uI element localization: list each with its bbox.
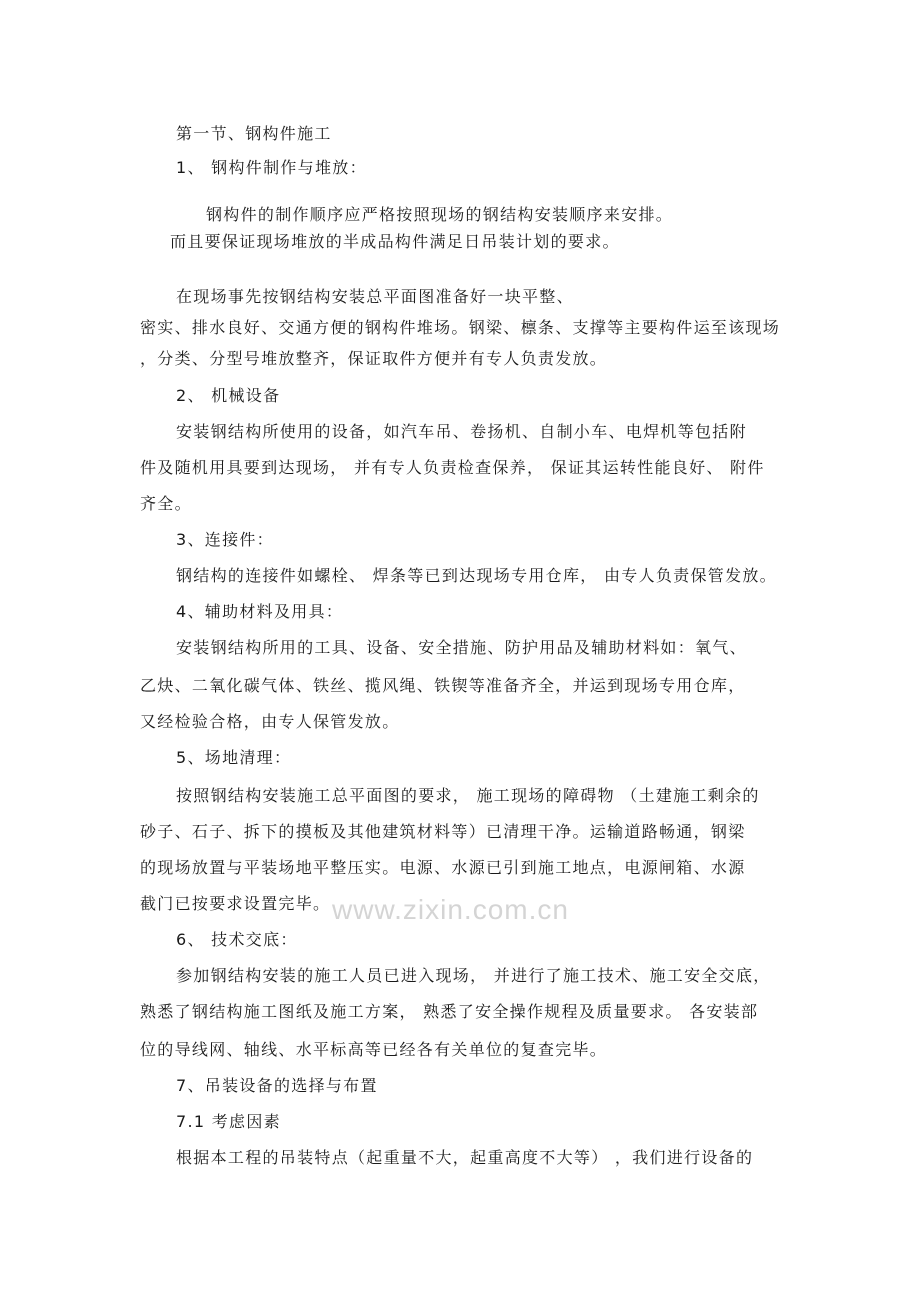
text-line: 安装钢结构所使用的设备，如汽车吊、卷扬机、自制小车、电焊机等包括附 bbox=[176, 422, 747, 441]
text-line: 的现场放置与平装场地平整压实。电源、水源已引到施工地点，电源闸箱、水源 bbox=[140, 858, 746, 877]
section-heading: 第一节、钢构件施工 bbox=[176, 124, 332, 143]
text-line: 安装钢结构所用的工具、设备、安全措施、防护用品及辅助材料如：氧气、 bbox=[176, 638, 747, 657]
subheading-4: 4、辅助材料及用具： bbox=[176, 602, 344, 621]
subheading-3: 3、连接件： bbox=[176, 530, 274, 549]
text-line: 砂子、石子、拆下的摸板及其他建筑材料等）已清理干净。运输道路畅通，钢梁 bbox=[140, 822, 746, 841]
text-line: 齐全。 bbox=[140, 494, 192, 513]
subheading-5: 5、场地清理： bbox=[176, 748, 292, 767]
subheading-7: 7、吊装设备的选择与布置 bbox=[176, 1076, 378, 1095]
text-line: 又经检验合格，由专人保管发放。 bbox=[140, 712, 400, 731]
text-line: 乙炔、二氧化碳气体、铁丝、揽风绳、铁锲等准备齐全，并运到现场专用仓库， bbox=[140, 676, 746, 695]
text-line: 密实、排水良好、交通方便的钢构件堆场。钢梁、檩条、支撑等主要构件运至该现场 bbox=[140, 318, 781, 337]
text-line: 按照钢结构安装施工总平面图的要求， 施工现场的障碍物 （土建施工剩余的 bbox=[176, 786, 760, 805]
text-line: 位的导线网、轴线、水平标高等已经各有关单位的复查完毕。 bbox=[140, 1040, 608, 1059]
text-line: 件及随机用具要到达现场， 并有专人负责检查保养， 保证其运转性能良好、 附件 bbox=[140, 458, 765, 477]
subheading-7-1: 7.1 考虑因素 bbox=[176, 1112, 281, 1131]
text-line: ，分类、分型号堆放整齐，保证取件方便并有专人负责发放。 bbox=[140, 349, 608, 368]
text-line: 在现场事先按钢结构安装总平面图准备好一块平整、 bbox=[176, 287, 574, 306]
text-line: 钢构件的制作顺序应严格按照现场的钢结构安装顺序来安排。 bbox=[206, 205, 674, 224]
text-line: 熟悉了钢结构施工图纸及施工方案， 熟悉了安全操作规程及质量要求。 各安装部 bbox=[140, 1002, 759, 1021]
subheading-1: 1、 钢构件制作与堆放： bbox=[176, 158, 367, 177]
text-line: 根据本工程的吊装特点（起重量不大，起重高度不大等） ，我们进行设备的 bbox=[176, 1148, 754, 1167]
text-line: 而且要保证现场堆放的半成品构件满足日吊装计划的要求。 bbox=[170, 232, 620, 251]
text-line: 钢结构的连接件如螺栓、 焊条等已到达现场专用仓库， 由专人负责保管发放。 bbox=[176, 566, 777, 585]
text-line: 参加钢结构安装的施工人员已进入现场， 并进行了施工技术、施工安全交底， bbox=[176, 966, 771, 985]
subheading-2: 2、 机械设备 bbox=[176, 386, 281, 405]
watermark: www.zixin.com.cn bbox=[332, 894, 569, 925]
text-line: 截门已按要求设置完毕。 bbox=[140, 894, 331, 913]
subheading-6: 6、 技术交底： bbox=[176, 930, 298, 949]
